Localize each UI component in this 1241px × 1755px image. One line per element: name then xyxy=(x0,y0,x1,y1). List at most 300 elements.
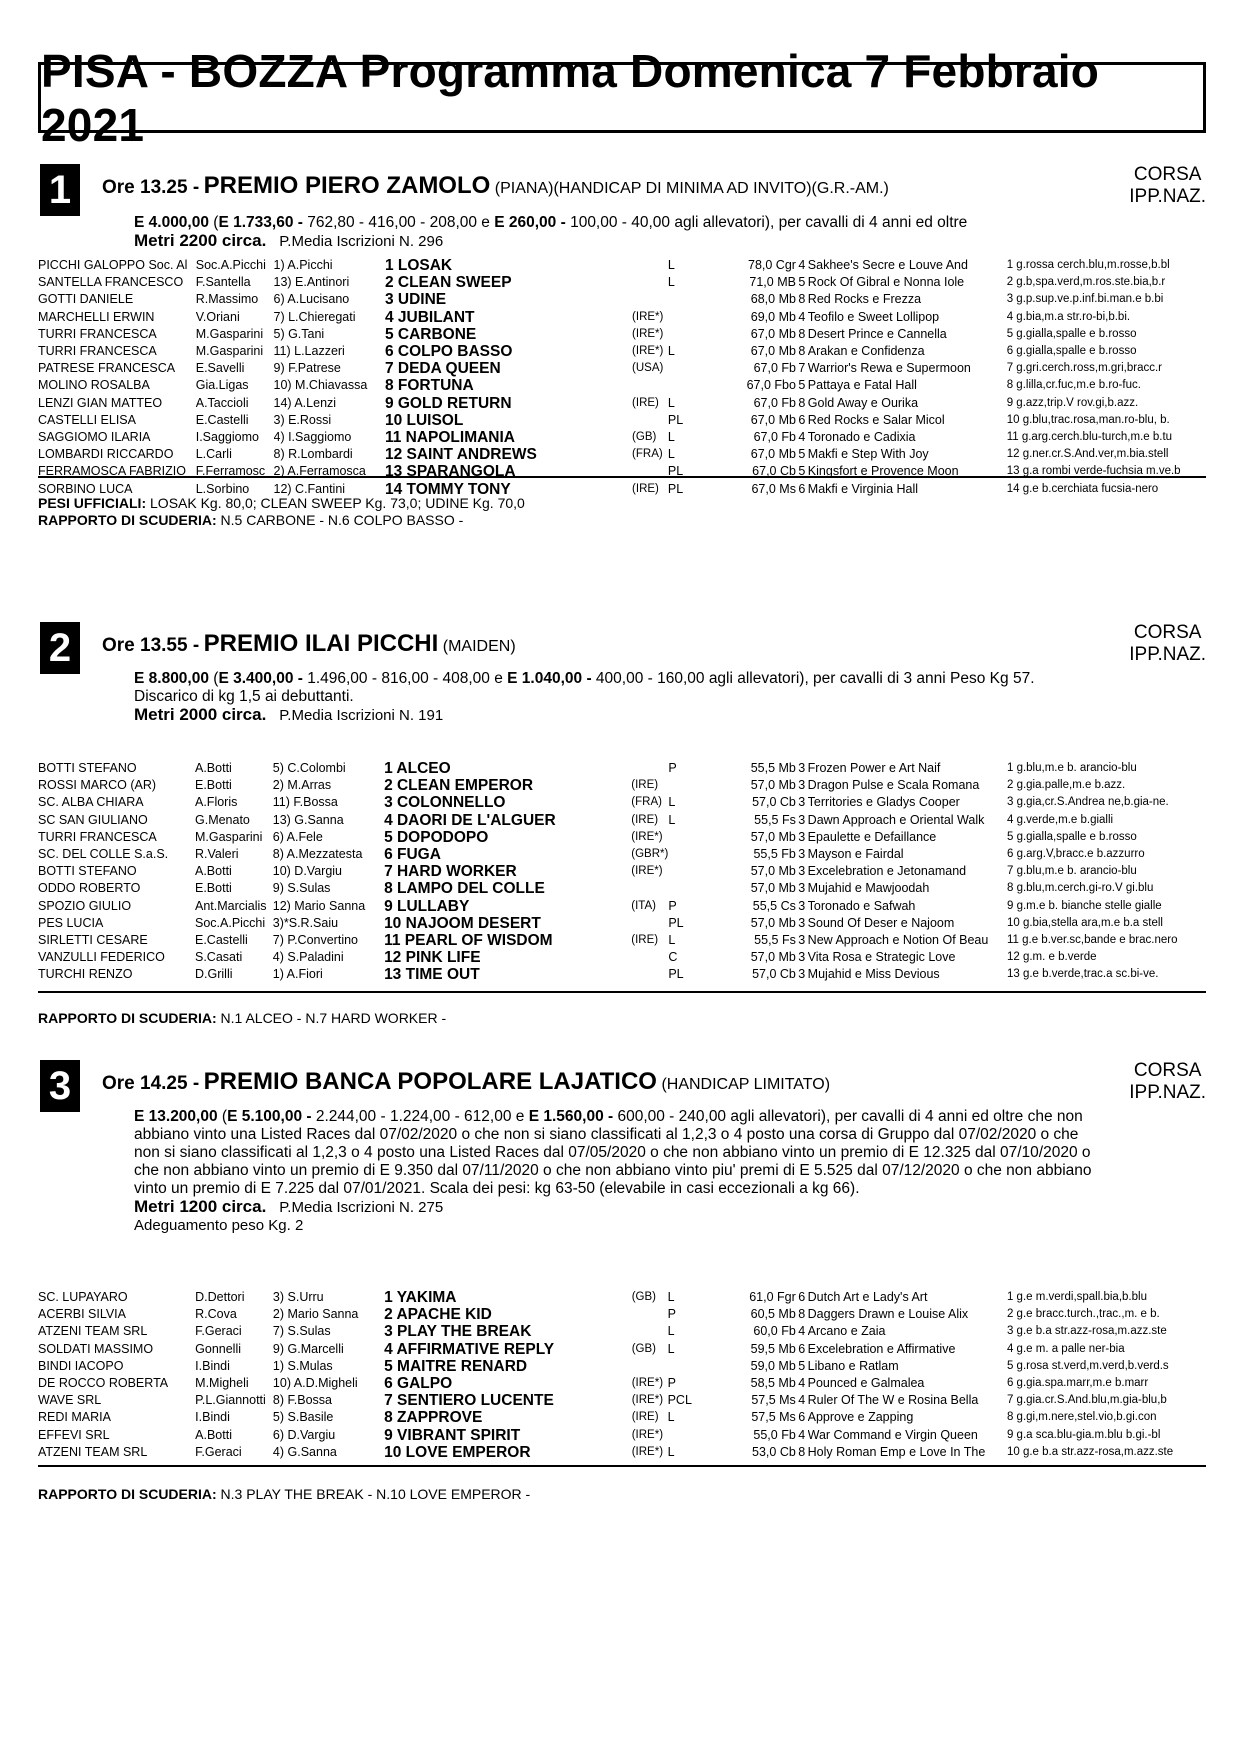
race-name: PREMIO BANCA POPOLARE LAJATICO xyxy=(203,1068,657,1095)
runner-trainer: R.Valeri xyxy=(195,847,239,862)
runner-weight: 53,0 Cb xyxy=(752,1444,796,1459)
runner-row xyxy=(38,915,1206,932)
runner-jockey: 13) G.Sanna xyxy=(272,812,344,827)
runner-horse: 8 LAMPO DEL COLLE xyxy=(384,880,545,898)
runner-jockey: 8) F.Bossa xyxy=(272,1393,332,1408)
runner-equip: L xyxy=(667,1444,675,1459)
runner-weight: 67,0 Mb xyxy=(750,326,796,341)
race-category-line1: CORSA xyxy=(1133,164,1202,185)
runner-trainer: M.Gasparini xyxy=(195,829,263,844)
runner-colors: 3 g.e b.a str.azz-rosa,m.azz.ste xyxy=(1006,1325,1167,1338)
runner-jockey: 4) I.Saggiomo xyxy=(273,430,352,445)
runner-owner: SC. LUPAYARO xyxy=(38,1290,128,1304)
runner-origin: (IRE*) xyxy=(631,1377,664,1390)
runner-equip: L xyxy=(667,344,675,359)
runner-horse: 1 LOSAK xyxy=(384,257,453,274)
race-entries: P.Media Iscrizioni N. 275 xyxy=(279,1199,444,1216)
runner-horse: 10 LOVE EMPEROR xyxy=(384,1443,531,1461)
runner-origin xyxy=(631,949,668,966)
runner-equip xyxy=(668,863,726,880)
runner-trainer: A.Floris xyxy=(195,795,238,810)
runner-trainer: F.Geraci xyxy=(195,1444,242,1459)
runner-equip: P xyxy=(667,1307,676,1322)
runner-row xyxy=(38,794,1206,811)
runner-horse: 11 NAPOLIMANIA xyxy=(384,429,516,447)
runner-pedigree: War Command e Virgin Queen xyxy=(807,1427,978,1442)
runner-owner: REDI MARIA xyxy=(38,1410,111,1425)
runner-horse: 12 SAINT ANDREWS xyxy=(384,446,537,464)
runner-trainer: D.Grilli xyxy=(195,967,233,982)
runner-row xyxy=(38,949,1206,966)
runner-trainer: S.Casati xyxy=(195,950,243,965)
runner-weight: 57,5 Ms xyxy=(751,1410,796,1425)
runner-row xyxy=(38,880,1206,897)
prize-places: 2.244,00 - 1.224,00 - 612,00 e xyxy=(311,1108,529,1125)
runner-equip: P xyxy=(668,761,677,775)
runner-pedigree: Mayson e Fairdal xyxy=(807,847,904,862)
race-notes xyxy=(38,1486,530,1503)
runner-colors: 4 g.verde,m.e b.gialli xyxy=(1006,813,1114,826)
runner-row xyxy=(38,429,1206,446)
runner-trainer: A.Botti xyxy=(195,761,232,775)
section-divider xyxy=(38,476,1206,478)
runner-origin xyxy=(632,1306,668,1323)
runner-origin: (IRE*) xyxy=(631,865,663,878)
runner-row xyxy=(38,291,1206,308)
runner-horse: 13 SPARANGOLA xyxy=(384,463,516,481)
runner-row xyxy=(38,1392,1206,1409)
runner-pedigree: Red Rocks e Salar Micol xyxy=(807,412,945,427)
runner-weight: 55,5 Fs xyxy=(754,812,796,827)
race-time: Ore 13.55 - xyxy=(102,635,200,656)
runner-weight: 57,0 Mb xyxy=(750,778,796,793)
race-note xyxy=(38,1010,446,1027)
runner-trainer: L.Sorbino xyxy=(195,481,250,496)
runner-equip: L xyxy=(668,933,676,948)
runner-origin: (IRE) xyxy=(632,396,659,409)
runner-row xyxy=(38,360,1206,377)
runner-origin xyxy=(632,1323,668,1340)
runner-pedigree: Epaulette e Defaillance xyxy=(807,829,937,844)
runner-origin xyxy=(632,463,668,480)
runner-weight: 57,0 Mb xyxy=(750,829,796,844)
page-title: PISA - BOZZA Programma Domenica 7 Febbraio 2021 xyxy=(41,44,1100,151)
runner-age: 3 xyxy=(798,778,806,793)
runner-owner: PATRESE FRANCESCA xyxy=(38,361,176,376)
runner-pedigree: Approve e Zapping xyxy=(807,1410,914,1425)
race-3-section xyxy=(38,1060,1206,1520)
runner-colors: 10 g.blu,trac.rosa,man.ro-blu, b. xyxy=(1006,413,1170,426)
runner-origin: (IRE*) xyxy=(631,830,663,843)
runner-horse: 2 APACHE KID xyxy=(384,1306,492,1324)
prize-conditions: 600,00 - 240,00 agli allevatori), per cavalli di 4 anni ed oltre che non abbiano vinto una Listed Races dal 07/02/2020 o che non si siano classificati al 1,2,3 o 4 posto una corsa di Gruppo dal 07/02/2020 o che non si siano classificati al 1,2,3 o 4 posto una Listed Races dal 07/05/2020 o che non abbiano vinto un premio di E 12.325 dal 07/10/2020 o che non abbiano vinto un premio di E 9.350 dal 07/11/2020 o che non abbiano vinto piu' premi di E 5.525 dal 07/12/2020 o che non abbiano vinto un premio di E 7.225 dal 07/01/2021. Scala dei pesi: kg 63-50 (elevabile in casi eccezionali a kg 66). xyxy=(134,1108,1092,1197)
runner-trainer: M.Gasparini xyxy=(195,344,264,359)
runner-equip: L xyxy=(667,447,675,462)
runner-trainer: V.Oriani xyxy=(195,309,240,324)
race-category-line2: IPP.NAZ. xyxy=(1129,644,1206,665)
runner-origin xyxy=(631,966,668,983)
runner-horse: 7 SENTIERO LUCENTE xyxy=(384,1392,554,1410)
page-title-box xyxy=(38,44,1206,151)
runner-age: 5 xyxy=(798,1358,806,1373)
runner-owner: ATZENI TEAM SRL xyxy=(38,1444,148,1459)
runner-horse: 8 ZAPPROVE xyxy=(384,1409,483,1427)
runner-colors: 6 g.arg.V,bracc.e b.azzurro xyxy=(1006,848,1145,861)
runner-colors: 8 g.blu,m.cerch.gi-ro.V gi.blu xyxy=(1006,882,1154,895)
runner-owner: SC SAN GIULIANO xyxy=(38,812,148,827)
runner-row xyxy=(38,1358,1206,1375)
runner-weight: 57,0 Mb xyxy=(750,864,796,879)
race-note xyxy=(38,512,525,529)
section-divider xyxy=(38,991,1206,993)
runner-origin: (FRA) xyxy=(631,796,662,809)
runner-row xyxy=(38,1323,1206,1340)
race-distance: Metri 1200 circa. xyxy=(134,1197,267,1216)
runner-equip xyxy=(668,326,727,343)
runner-age: 3 xyxy=(798,881,806,896)
runner-equip: L xyxy=(668,812,676,827)
runner-trainer: R.Cova xyxy=(195,1307,237,1322)
prize-total: E 13.200,00 xyxy=(134,1108,218,1125)
note-text: N.1 ALCEO - N.7 HARD WORKER - xyxy=(216,1010,447,1026)
runner-pedigree: Toronado e Cadixia xyxy=(807,430,916,445)
runner-owner: TURCHI RENZO xyxy=(38,967,133,982)
runner-weight: 57,0 Cb xyxy=(752,795,796,810)
runner-trainer: A.Botti xyxy=(195,1427,232,1442)
runner-trainer: Soc.A.Picchi xyxy=(195,258,266,272)
runner-horse: 6 GALPO xyxy=(384,1375,453,1393)
runner-row xyxy=(38,1444,1206,1461)
runner-horse: 4 DAORI DE L'ALGUER xyxy=(384,811,556,829)
runner-pedigree: Makfi e Virginia Hall xyxy=(807,481,919,496)
race-distance-line xyxy=(134,706,1094,725)
runner-owner: ACERBI SILVIA xyxy=(38,1307,126,1322)
runner-origin: (IRE*) xyxy=(632,327,664,340)
runner-row xyxy=(38,377,1206,394)
runner-age: 3 xyxy=(798,864,806,879)
note-text: N.5 CARBONE - N.6 COLPO BASSO - xyxy=(216,512,464,528)
runner-weight: 78,0 Cgr xyxy=(748,258,796,272)
runner-owner: CASTELLI ELISA xyxy=(38,412,136,427)
runner-age: 7 xyxy=(798,361,806,376)
note-label: RAPPORTO DI SCUDERIA: xyxy=(38,512,217,528)
prize-first: E 1.733,60 - xyxy=(218,214,303,231)
race-entries: P.Media Iscrizioni N. 191 xyxy=(279,707,444,724)
runner-jockey: 5) C.Colombi xyxy=(272,761,346,775)
runner-equip xyxy=(668,777,726,794)
prize-first: E 3.400,00 - xyxy=(218,670,303,687)
runner-weight: 60,0 Fb xyxy=(753,1324,796,1339)
race-distance: Metri 2200 circa. xyxy=(134,231,267,250)
runners-table xyxy=(38,1289,1206,1461)
runner-jockey: 3) S.Urru xyxy=(272,1290,324,1304)
race-type: (PIANA)(HANDICAP DI MINIMA AD INVITO)(G.R.-AM.) xyxy=(494,180,889,197)
runner-age: 8 xyxy=(798,326,806,341)
runner-row xyxy=(38,898,1206,915)
runner-jockey: 1) A.Picchi xyxy=(273,258,333,272)
runner-owner: SPOZIO GIULIO xyxy=(38,898,132,913)
runner-horse: 2 CLEAN EMPEROR xyxy=(384,777,534,795)
runner-weight: 57,5 Ms xyxy=(751,1393,796,1408)
runner-age: 4 xyxy=(798,1393,806,1408)
runner-jockey: 2) Mario Sanna xyxy=(272,1307,359,1322)
runner-trainer: F.Geraci xyxy=(195,1324,242,1339)
runner-weight: 67,0 Mb xyxy=(750,412,796,427)
runner-origin: (GB) xyxy=(631,1342,656,1355)
runner-jockey: 5) S.Basile xyxy=(272,1410,334,1425)
runner-origin xyxy=(632,377,668,394)
runner-horse: 13 TIME OUT xyxy=(384,966,480,984)
race-category xyxy=(1129,164,1206,208)
runner-row xyxy=(38,812,1206,829)
runner-pedigree: Arcano e Zaia xyxy=(807,1324,886,1339)
runner-age: 3 xyxy=(798,950,806,965)
runner-colors: 14 g.e b.cerchiata fucsia-nero xyxy=(1006,482,1159,495)
runner-equip: PL xyxy=(668,967,684,982)
runner-row xyxy=(38,326,1206,343)
runner-trainer: M.Migheli xyxy=(195,1376,249,1391)
runner-horse: 2 CLEAN SWEEP xyxy=(384,274,512,292)
runner-owner: SAGGIOMO ILARIA xyxy=(38,430,151,445)
runner-trainer: A.Taccioli xyxy=(195,395,249,410)
runner-owner: MARCHELLI ERWIN xyxy=(38,309,155,324)
race-notes xyxy=(38,1010,446,1027)
runner-colors: 1 g.rossa cerch.blu,m.rosse,b.bl xyxy=(1006,259,1170,271)
runner-weight: 55,5 Fs xyxy=(754,933,796,948)
runner-pedigree: Sakhee's Secre e Louve And xyxy=(807,258,968,272)
runner-pedigree: New Approach e Notion Of Beau xyxy=(807,933,989,948)
runner-equip: PL xyxy=(667,481,684,496)
runner-row xyxy=(38,446,1206,463)
runner-weight: 57,0 Cb xyxy=(752,967,796,982)
runner-colors: 9 g.azz,trip.V rov.gi,b.azz. xyxy=(1006,396,1139,409)
runner-row xyxy=(38,829,1206,846)
runner-owner: BOTTI STEFANO xyxy=(38,864,137,879)
runner-origin: (GB) xyxy=(632,431,657,444)
runner-pedigree: Frozen Power e Art Naif xyxy=(807,761,941,775)
runner-age: 3 xyxy=(798,967,806,982)
runner-equip xyxy=(668,829,726,846)
race-category-line2: IPP.NAZ. xyxy=(1129,1082,1206,1103)
runner-weight: 71,0 MB xyxy=(749,275,796,290)
runner-jockey: 3)*S.R.Saiu xyxy=(272,915,339,930)
runner-owner: GOTTI DANIELE xyxy=(38,292,134,307)
runner-row xyxy=(38,1341,1206,1358)
section-divider xyxy=(38,1465,1206,1467)
prize-paragraph xyxy=(134,1108,1094,1198)
runner-colors: 12 g.ner.cr.S.And.ver,m.bia.stell xyxy=(1006,448,1169,461)
runner-weight: 60,5 Mb xyxy=(750,1307,796,1322)
runner-weight: 68,0 Mb xyxy=(750,292,796,307)
runner-horse: 6 COLPO BASSO xyxy=(384,343,513,361)
runner-colors: 3 g.p.sup.ve.p.inf.bi.man.e b.bi xyxy=(1006,293,1164,306)
runner-pedigree: Dawn Approach e Oriental Walk xyxy=(807,812,985,827)
race-prize xyxy=(134,670,1094,725)
runner-colors: 5 g.gialla,spalle e b.rosso xyxy=(1006,327,1137,340)
runner-origin: (IRE) xyxy=(631,779,659,792)
runner-age: 4 xyxy=(798,258,806,272)
runner-colors: 2 g.b,spa.verd,m.ros.ste.bia,b.r xyxy=(1006,276,1166,289)
runner-weight: 67,0 Fb xyxy=(753,361,796,376)
runner-row xyxy=(38,1289,1206,1306)
runner-row xyxy=(38,412,1206,429)
runner-age: 6 xyxy=(798,1290,806,1304)
note-label: RAPPORTO DI SCUDERIA: xyxy=(38,1010,217,1026)
runner-pedigree: Vita Rosa e Strategic Love xyxy=(807,950,956,965)
race-number-badge: 2 xyxy=(40,622,80,674)
runner-owner: TURRI FRANCESCA xyxy=(38,326,157,341)
runner-horse: 1 ALCEO xyxy=(384,760,451,777)
runner-horse: 10 LUISOL xyxy=(384,411,464,429)
runner-origin: (IRE*) xyxy=(631,1428,664,1441)
runner-age: 3 xyxy=(798,812,806,827)
runner-trainer: E.Castelli xyxy=(195,412,249,427)
race-note xyxy=(38,1486,530,1503)
runner-colors: 13 g.a rombi verde-fuchsia m.ve.b xyxy=(1006,465,1181,478)
runner-weight: 55,5 Cs xyxy=(752,898,796,913)
runner-jockey: 6) A.Lucisano xyxy=(273,292,350,307)
runner-equip xyxy=(668,846,726,863)
runner-colors: 7 g.gia.cr.S.And.blu,m.gia-blu,b xyxy=(1006,1394,1167,1407)
runner-colors: 4 g.bia,m.a str.ro-bi,b.bi. xyxy=(1006,310,1131,323)
runner-jockey: 4) G.Sanna xyxy=(272,1444,337,1459)
runner-age: 3 xyxy=(798,847,806,862)
runner-origin: (ITA) xyxy=(631,899,656,912)
runner-pedigree: Mujahid e Miss Devious xyxy=(807,967,940,982)
runner-equip xyxy=(668,377,727,394)
runner-age: 6 xyxy=(798,1341,806,1356)
runner-row xyxy=(38,1409,1206,1426)
runner-jockey: 10) D.Vargiu xyxy=(272,864,343,879)
runner-horse: 3 UDINE xyxy=(384,291,447,309)
prize-breeders: E 1.040,00 - xyxy=(507,670,592,687)
runner-origin: (IRE) xyxy=(632,482,659,495)
note-label: RAPPORTO DI SCUDERIA: xyxy=(38,1486,217,1502)
note-label: PESI UFFICIALI: xyxy=(38,495,147,511)
runner-age: 4 xyxy=(798,309,806,324)
runner-weight: 67,0 Cb xyxy=(752,464,796,479)
runner-jockey: 6) A.Fele xyxy=(272,829,323,844)
prize-breeders: E 260,00 - xyxy=(494,214,566,231)
race-category-line1: CORSA xyxy=(1133,1060,1202,1081)
runner-row xyxy=(38,395,1206,412)
runner-age: 3 xyxy=(798,829,806,844)
runner-equip: L xyxy=(667,1324,675,1339)
race-category-line2: IPP.NAZ. xyxy=(1129,186,1206,207)
race-distance-line xyxy=(134,232,1094,251)
runner-owner: ROSSI MARCO (AR) xyxy=(38,778,157,793)
prize-first: E 5.100,00 - xyxy=(227,1108,312,1125)
race-header xyxy=(102,630,516,658)
runner-colors: 9 g.m.e b. bianche stelle gialle xyxy=(1006,899,1162,912)
runner-age: 8 xyxy=(798,1307,806,1322)
runner-age: 4 xyxy=(798,430,806,445)
runner-row xyxy=(38,463,1206,480)
runner-weight: 57,0 Mb xyxy=(750,881,796,896)
runner-owner: SOLDATI MASSIMO xyxy=(38,1341,154,1356)
runner-equip: L xyxy=(667,1341,675,1356)
runner-colors: 5 g.rosa st.verd,m.verd,b.verd.s xyxy=(1006,1359,1169,1372)
runner-jockey: 12) Mario Sanna xyxy=(272,898,366,913)
runner-horse: 4 JUBILANT xyxy=(384,308,475,326)
runner-owner: TURRI FRANCESCA xyxy=(38,829,157,844)
runner-origin: (IRE*) xyxy=(631,1445,664,1458)
runner-equip: C xyxy=(668,950,678,965)
runner-age: 5 xyxy=(798,275,806,290)
runner-trainer: I.Bindi xyxy=(195,1358,230,1373)
race-number-badge: 1 xyxy=(40,164,80,216)
prize-places: 1.496,00 - 816,00 - 408,00 e xyxy=(302,670,508,687)
runner-row xyxy=(38,274,1206,291)
runner-colors: 11 g.arg.cerch.blu-turch,m.e b.tu xyxy=(1006,431,1173,444)
runner-pedigree: Sound Of Deser e Najoom xyxy=(807,915,955,930)
runner-equip: P xyxy=(667,1376,676,1391)
runner-jockey: 9) S.Sulas xyxy=(272,881,331,896)
runner-equip: P xyxy=(668,898,677,913)
runner-owner: FERRAMOSCA FABRIZIO xyxy=(38,464,186,479)
runner-colors: 10 g.e b.a str.azz-rosa,m.azz.ste xyxy=(1006,1445,1174,1458)
runner-pedigree: Dragon Pulse e Scala Romana xyxy=(807,778,980,793)
runner-owner: BOTTI STEFANO xyxy=(38,761,137,775)
runner-colors: 2 g.gia.palle,m.e b.azz. xyxy=(1006,779,1126,792)
runner-colors: 7 g.blu,m.e b. arancio-blu xyxy=(1006,865,1137,878)
runner-jockey: 2) A.Ferramosca xyxy=(273,464,366,479)
runner-origin xyxy=(632,412,668,429)
runner-jockey: 9) F.Patrese xyxy=(273,361,341,376)
runner-pedigree: Daggers Drawn e Louise Alix xyxy=(807,1307,969,1322)
runner-age: 5 xyxy=(798,378,806,393)
runner-trainer: D.Dettori xyxy=(195,1290,245,1304)
runner-age: 4 xyxy=(798,1324,806,1339)
runner-owner: LOMBARDI RICCARDO xyxy=(38,447,174,462)
runner-jockey: 12) C.Fantini xyxy=(273,481,346,496)
runner-horse: 5 DOPODOPO xyxy=(384,828,489,846)
runner-origin: (FRA) xyxy=(632,448,663,461)
runner-origin: (IRE) xyxy=(631,813,659,826)
runner-horse: 7 DEDA QUEEN xyxy=(384,360,501,378)
runner-equip xyxy=(668,360,727,377)
runner-pedigree: Desert Prince e Cannella xyxy=(807,326,947,341)
runner-jockey: 1) S.Mulas xyxy=(272,1358,333,1373)
runner-owner: VANZULLI FEDERICO xyxy=(38,950,165,965)
runner-row xyxy=(38,257,1206,274)
runner-origin: (GBR*) xyxy=(631,848,669,861)
runner-pedigree: Excelebration e Jetonamand xyxy=(807,864,967,879)
runner-trainer: Gia.Ligas xyxy=(195,378,249,393)
race-category xyxy=(1129,622,1206,666)
runner-trainer: G.Menato xyxy=(195,812,250,827)
runner-row xyxy=(38,777,1206,794)
runner-age: 6 xyxy=(798,1410,806,1425)
runner-trainer: M.Gasparini xyxy=(195,326,264,341)
prize-places: 762,80 - 416,00 - 208,00 e xyxy=(302,214,495,231)
runner-jockey: 7) L.Chieregati xyxy=(273,309,356,324)
race-name: PREMIO PIERO ZAMOLO xyxy=(203,172,491,199)
runner-pedigree: Pounced e Galmalea xyxy=(807,1376,925,1391)
runner-jockey: 3) E.Rossi xyxy=(273,412,332,427)
runner-row xyxy=(38,1306,1206,1323)
prize-open: ( xyxy=(208,214,219,231)
runner-pedigree: Holy Roman Emp e Love In The xyxy=(807,1444,986,1459)
runner-owner: PICCHI GALOPPO Soc. Al xyxy=(38,258,188,272)
race-type: (MAIDEN) xyxy=(442,638,516,655)
runner-jockey: 4) S.Paladini xyxy=(272,950,344,965)
runner-age: 5 xyxy=(798,447,806,462)
runner-equip: L xyxy=(667,1290,675,1304)
runner-origin: (USA) xyxy=(632,362,664,375)
runner-trainer: Soc.A.Picchi xyxy=(195,915,266,930)
runner-origin: (IRE*) xyxy=(632,310,664,323)
